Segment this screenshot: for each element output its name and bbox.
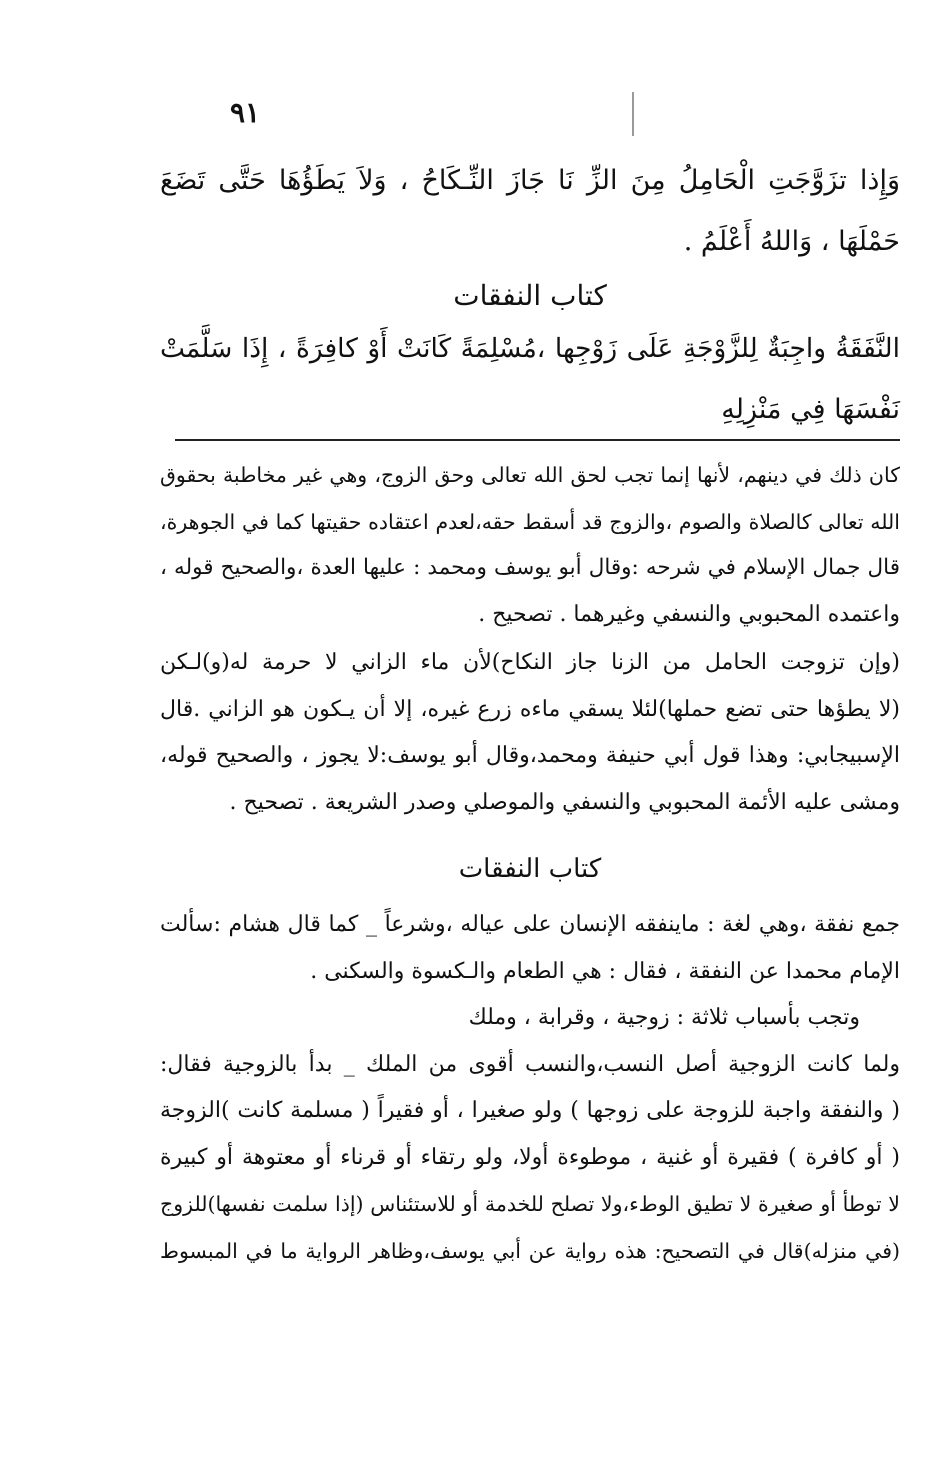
matn-bottom [160,318,900,440]
matn-line: وَإِذا تزَوَّجَتِ الْحَامِلُ مِنَ الزِّ نَا جَازَ النِّـكَاحُ ، وَلاَ يَطَؤُهَا حَتَّى تَضَعَ [160,165,900,196]
commentary-middle [160,640,900,826]
commentary-line: (لا يطؤها حتى تضع حملها)لئلا يسقي ماءه زرع غيره، إلا أن يـكون هو الزاني .قال [160,696,900,722]
commentary-line: الإسبيجابي: وهذا قول أبي حنيفة ومحمد،وقال أبو يوسف:لا يجوز ، والصحيح قوله، [160,743,900,768]
commentary-line: الإمام محمدا عن النفقة ، فقال : هي الطعام والـكسوة والسكنى . [310,958,900,984]
commentary-line: كان ذلك في دينهم، لأنها إنما تجب لحق الله تعالى وحق الزوج، وهي غير مخاطبة بحقوق [160,463,900,487]
commentary-chapter-heading: كتاب النفقات [458,854,602,884]
commentary-line: قال جمال الإسلام في شرحه :وقال أبو يوسف ومحمد : عليها العدة ،والصحيح قوله ، [160,555,900,580]
matn-chapter-heading: كتاب النفقات [453,279,607,312]
commentary-bottom [160,902,900,1274]
page-number: ٩١ [229,96,261,129]
commentary-line: ولما كانت الزوجية أصل النسب،والنسب أقوى من الملك _ بدأ بالزوجية فقال: [160,1051,900,1077]
matn-line: النَّفَقَةُ واجِبَةٌ لِلزَّوْجَةِ عَلَى زَوْجِها ،مُسْلِمَةً كَانَتْ أَوْ كافِرَةً ، إِذَا سَلَّمَتْ [160,333,900,364]
commentary-line: لا توطأ أو صغيرة لا تطيق الوطء،ولا تصلح للخدمة أو للاستئناس (إذا سلمت نفسها)للزوج [160,1192,900,1216]
matn-line: حَمْلَهَا ، وَاللهُ أَعْلَمُ . [683,226,900,257]
commentary-line: واعتمده المحبوبي والنسفي وغيرهما . تصحيح . [478,601,900,627]
matn-line: نَفْسَهَا فِي مَنْزِلِهِ [721,394,900,425]
commentary-line: (في منزله)قال في التصحيح: هذه رواية عن أبي يوسف،وظاهر الرواية ما في المبسوط [160,1238,900,1263]
commentary-line: الله تعالى كالصلاة والصوم ،والزوج قد أسقط حقه،لعدم اعتقاده حقيتها كما في الجوهرة، [160,509,900,534]
commentary-line: جمع نفقة ،وهي لغة : ماينفقه الإنسان على عياله ،وشرعاً _ كما قال هشام :سألت [160,912,900,937]
commentary-top [160,452,900,638]
commentary-line: ومشى عليه الأئمة المحبوبي والنسفي والموصلي وصدر الشريعة . تصحيح . [229,789,900,815]
matn-top [160,150,900,272]
commentary-chapter [160,842,900,896]
commentary-line: (وإن تزوجت الحامل من الزنا جاز النكاح)لأن ماء الزاني لا حرمة له(و)لـكن [160,650,900,675]
commentary-line: ( والنفقة واجبة للزوجة على زوجها ) ولو صغيرا ، أو فقيراً ( مسلمة كانت )الزوجة [160,1098,900,1123]
commentary-line: ( أو كافرة ) فقيرة أو غنية ، موطوءة أولا، ولو رتقاء أو قرناء أو معتوهة أو كبيرة [160,1144,900,1170]
section-divider [175,439,900,441]
commentary-line: وتجب بأسباب ثلاثة : زوجية ، وقرابة ، وملك [468,1005,860,1030]
margin-mark [632,92,634,136]
matn-chapter [160,268,900,324]
